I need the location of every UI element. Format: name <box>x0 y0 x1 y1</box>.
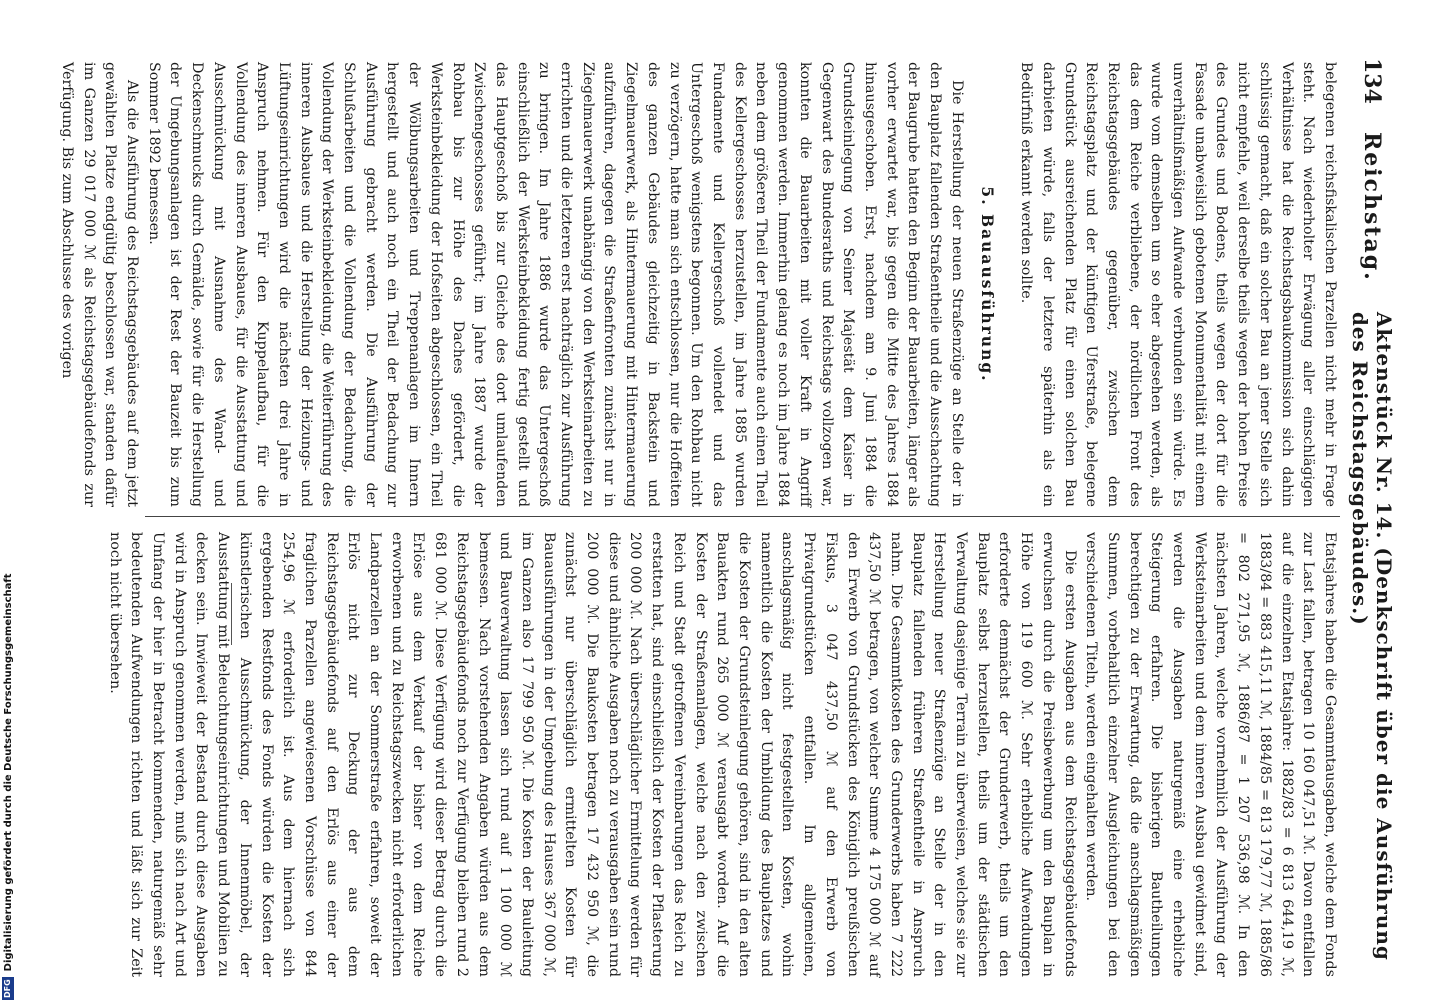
paragraph: belegenen reichsfiskalischen Parzellen nicht mehr in Frage steht. Nach wiederholter Erwägung aller einschlägigen Verhältnisse hat die Reichstagsbaukommission sich dahin schlüssig gemacht, daß ein solcher Bau an jener Stelle sich nicht empfehle, weil derselbe theils wegen der hohen Preise des Grundes und Bodens, theils wegen der dort für die Fassade unabweislich gebotenen Monumentalität mit einem unverhältnißmäßigen Aufwande verbunden sein würde. Es wurde vom demselben um so eher abgesehen werden, als das dem Reiche verbliebene, der nördlichen Front des Reichstagsgebäudes gegenüber, zwischen dem Reichstagsplatz und der künftigen Uferstraße, belegene Grundstück ausreichenden Platz für einen solchen Bau darbieten würde, falls der letztere späterhin als ein Bedürfniß erkannt werden sollte. <box>1018 62 1338 507</box>
paragraph: Die ersten Ausgaben aus dem Reichstagsgebäudefonds erwuchsen durch die Preisbewerbung um den Bauplan in Höhe von 119 600 ℳ. Sehr erhebliche Aufwendungen erforderte demnächst der Grunderwerb, theils um den Bauplatz selbst herzustellen, theils um der städtischen Verwaltung dasjenige Terrain zu überweisen, welches sie zur Herstellung neuer Straßenzüge an Stelle der in den Bauplatz fallenden früheren Straßentheile in Anspruch nahm. Die Gesammtkosten des Grunderwerbs haben 7 222 437,50 ℳ betragen, von welcher Summe 4 175 000 ℳ auf den Erwerb von Grundstücken des Königlich preußischen Fiskus, 3 047 437,50 ℳ auf den Erwerb von Privatgrundstücken entfallen. Im allgemeinen, anschlagsmäßig nicht festgestellten Kosten, wohin namentlich die Kosten der Umbildung des Bauplatzes und die Kosten der Grundsteinlegung gehören, sind in den alten Bauakten rund 265 000 ℳ verausgabt worden. Auf die Kosten der Straßenanlagen, welche nach den zwischen Reich und Stadt getroffenen Vereinbarungen das Reich zu erstatten hat, sind einschließlich der Kosten der Pflasterung 200 000 ℳ. Nach überschläglicher Ermittelung werden für diese und ähnliche Ausgaben noch zu verausgaben sein rund 200 000 ℳ. Die Baukosten betragen 17 432 950 ℳ, die zunächst nur überschläglich ermittelten Kosten für Bauausführungen in der Umgebung des Hauses 367 000 ℳ, im Ganzen also 17 799 950 ℳ. Die Kosten der Bauleitung und Bauverwaltung lassen sich rund auf 1 100 000 ℳ bemessen. Nach vorstehenden Angaben würden aus dem Reichstagsgebäudefonds noch zur Verfügung bleiben rund 2 681 000 ℳ. Diese Verfügung wird dieser Betrag durch die Erlöse aus dem Verkauf der bisher von dem Reiche erworbenen und zu Reichstagszwecken nicht erforderlichen Landparzellen an der Sommerstraße erfahren, soweit der Erlös nicht zur Deckung der aus dem Reichstagsgebäudefonds auf den Erlös aus einer der fraglichen Parzellen angewiesenen Vorschüsse von 844 254,96 ℳ erforderlich ist. Aus dem hiernach sich ergebenden Restfonds des Fonds würden die Kosten der künstlerischen Ausschmückung, der Innenmöbel, der Ausstattung mit Beleuchtungseinrichtungen und Mobilien zu decken sein. Inwieweit der Bestand durch diese Ausgaben wird in Anspruch genommen werden, muß sich nach Art und Umfang der hier in Betracht kommenden, naturgemäß sehr bedeutenden Aufwendungen richten und läßt sich zur Zeit noch nicht übersehen. <box>106 532 1078 977</box>
column-divider <box>145 516 1340 517</box>
margin-rule <box>231 583 232 645</box>
paragraph: Als die Ausführung des Reichstagsgebäudes auf dem jetzt gewählten Platze endgültig beschlossen war, standen dafür im Ganzen 29 017 000 ℳ als Reichstagsgebäudefonds zur Verfügung. Bis zum Abschlusse des vorigen <box>58 62 141 507</box>
paragraph: Etatsjahres haben die Gesammtausgaben, welche dem Fonds zur Last fallen, betragen 10 160 047,51 ℳ. Davon entfallen auf die einzelnen Etatsjahre: 1882/83 = 6 813 644,19 ℳ, 1883/84 = 883 415,11 ℳ, 1884/85 = 813 179,77 ℳ, 1885/86 = 802 271,95 ℳ, 1886/87 = 1 207 536,98 ℳ. In den nächsten Jahren, welche vornehmlich der Ausführung der Werksteinarbeiten und dem inneren Ausbau gewidmet sind, werden die Ausgaben naturgemäß eine erhebliche Steigerung erfahren. Die bisherigen Bautheilungen berechtigen zu der Erwartung, daß die anschlagsmäßigen Summen, vorbehaltlich einzelner Ausgleichungen bei den verschiedenen Titeln, werden eingehalten werden. <box>1083 532 1338 977</box>
dfg-logo-icon: DFG <box>3 979 12 998</box>
left-column <box>55 62 1340 507</box>
scanned-page <box>58 58 1396 993</box>
paragraph: Die Herstellung der neuen Straßenzüge an Stelle der in den Bauplatz fallenden Straßentheile und die Ausschachtung der Baugrube hatten den Beginn der Bauarbeiten, länger als vorher erwartet war, bis gegen die Mitte des Jahres 1884 hinausgeschoben. Erst, nachdem am 9. Juni 1884 die Grundsteinlegung von Seiner Majestät dem Kaiser in Gegenwart des Bundesraths und Reichstags vollzogen war, konnten die Bauarbeiten mit voller Kraft in Angriff genommen werden. Immerhin gelang es noch im Jahre 1884 neben dem größeren Theil der Fundamente auch einen Theil des Kellergeschosses herzustellen, im Jahre 1885 wurden Fundamente und Kellergeschoß vollendet und das Untergeschoß wenigstens begonnen. Um den Rohbau nicht zu verzögern, hatte man sich entschlossen, nur die Hoffeiten des ganzen Gebäudes gleichzeitig in Backstein und Ziegelmauerwerk, als Hintermauerung mit Hintermauerung aufzuführen, dagegen die Straßenfronten zunächst nur in Ziegelmauerwerk unabhängig von den Werksteinarbeiten zu errichten und die letzteren erst nachträglich zur Ausführung zu bringen. Im Jahre 1886 wurde das Untergeschoß einschließlich der Werksteinbekleidung fertig gestellt und das Hauptgeschoß bis zur Gleiche des dort umlaufenden Zwischengeschosses geführt; im Jahre 1887 wurde der Rohbau bis zur Höhe des Daches gefördert, die Werksteinbekleidung der Hofseiten abgeschlossen, ein Theil der Wölbungsarbeiten und Treppenanlagen im Innern hergestellt und auch noch ein Theil der Bedachung zur Ausführung gebracht werden. Die Ausführung der Schlußarbeiten und die Vollendung der Bedachung, die Vollendung der Werksteinbekleidung, die Weiterführung des inneren Ausbaues und die Herstellung der Heizungs- und Lüftungseinrichtungen wird die nächsten drei Jahre in Anspruch nehmen. Für den Kuppelaufbau, für die Vollendung des inneren Ausbaues, für die Ausstattung und Ausschmückung mit Ausnahme des Wand- und Deckenschmucks durch Gemälde, sowie für die Herstellung der Umgebungsanlagen ist der Rest der Bauzeit bis zum Sommer 1892 bemessen. <box>145 62 965 507</box>
funding-note: Digitalisierung gefördert durch die Deutsche Forschungsgemeinschaft <box>2 573 14 972</box>
page-header <box>1348 58 1396 993</box>
page-title: Reichstag. <box>1359 131 1385 282</box>
right-column <box>103 532 1340 977</box>
section-heading: 5. Bauausführung. <box>978 186 998 383</box>
funding-footer <box>0 575 16 1000</box>
page-subtitle: Aktenstück Nr. 14. (Denkschrift über die Ausführung des Reichstagsgebäudes.) <box>1348 311 1396 961</box>
page-number: 134 <box>1359 58 1385 104</box>
